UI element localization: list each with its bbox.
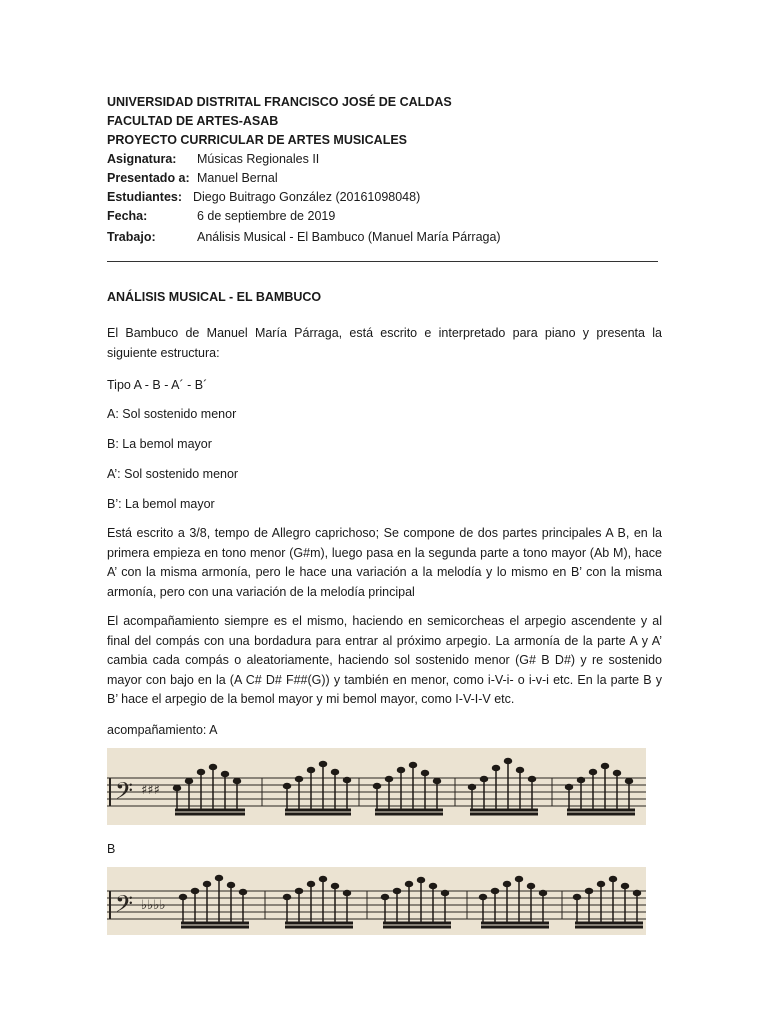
structure-b-prime: B’: La bemol mayor	[107, 497, 215, 511]
meta-key-students: Estudiantes:	[107, 190, 183, 204]
section-title: ANÁLISIS MUSICAL - EL BAMBUCO	[107, 290, 322, 304]
faculty-name: FACULTAD DE ARTES-ASAB	[107, 114, 279, 128]
meta-key-presented-to: Presentado a:	[107, 171, 190, 185]
meta-value-presented-to: Manuel Bernal	[197, 171, 278, 185]
analysis-paragraph-2: El acompañamiento siempre es el mismo, haciendo en semicorcheas el arpegio ascendente y al final del compás con una bordadura para entrar al próximo arpegio. La armonía de la parte A y A’ cambia cada compás o aleatoriamente, haciendo sol sostenido menor (G# B D#) y re sostenido mayor con bajo en la (A C# D# F##(G)) y también en menor, como i-V-i- o i-v-i etc. En la parte B y B’ hace el arpegio de la bemol mayor y mi bemol mayor, como I-V-I-V etc.	[107, 614, 662, 706]
measure-1-notes	[174, 765, 246, 815]
score-excerpt-a	[107, 748, 646, 825]
key-signature-flats-icon: ♭♭♭♭	[141, 898, 166, 913]
score-b-image	[107, 867, 646, 935]
bass-clef-icon: 𝄢	[115, 890, 134, 923]
meta-value-work: Análisis Musical - El Bambuco (Manuel María Párraga)	[197, 230, 501, 244]
meta-value-students: Diego Buitrago González (20161098048)	[193, 190, 421, 204]
university-name: UNIVERSIDAD DISTRITAL FRANCISCO JOSÉ DE CALDAS	[107, 95, 452, 109]
project-name: PROYECTO CURRICULAR DE ARTES MUSICALES	[107, 133, 408, 147]
meta-key-date: Fecha:	[107, 209, 148, 223]
intro-paragraph: El Bambuco de Manuel María Párraga, está escrito e interpretado para piano y presenta la siguiente estructura:	[107, 326, 662, 360]
separator-line	[107, 261, 658, 262]
score-a-image	[107, 748, 646, 825]
accompaniment-b-label: B	[107, 842, 116, 856]
analysis-paragraph-1: Está escrito a 3/8, tempo de Allegro caprichoso; Se compone de dos partes principales A B, en la primera empieza en tono menor (G#m), luego pasa en la segunda parte a tono mayor (Ab M), hace A’ con la misma armonía, pero le hace una variación a la melodía y lo mismo en B’ con la misma armonía, pero con una variación de la melodía principal	[107, 526, 662, 599]
accompaniment-a-label: acompañamiento: A	[107, 723, 218, 737]
meta-key-subject: Asignatura:	[107, 152, 177, 166]
score-excerpt-b	[107, 867, 646, 935]
structure-a: A: Sol sostenido menor	[107, 407, 237, 421]
structure-b: B: La bemol mayor	[107, 437, 212, 451]
meta-key-work: Trabajo:	[107, 230, 156, 244]
measure-3-notes	[382, 878, 452, 928]
meta-value-date: 6 de septiembre de 2019	[197, 209, 336, 223]
structure-a-prime: A’: Sol sostenido menor	[107, 467, 239, 481]
structure-type: Tipo A - B - A´ - B´	[107, 378, 208, 392]
bass-clef-icon: 𝄢	[115, 777, 134, 810]
key-signature-sharps-icon: ♯♯♯	[141, 783, 160, 798]
meta-value-subject: Músicas Regionales II	[197, 152, 320, 166]
